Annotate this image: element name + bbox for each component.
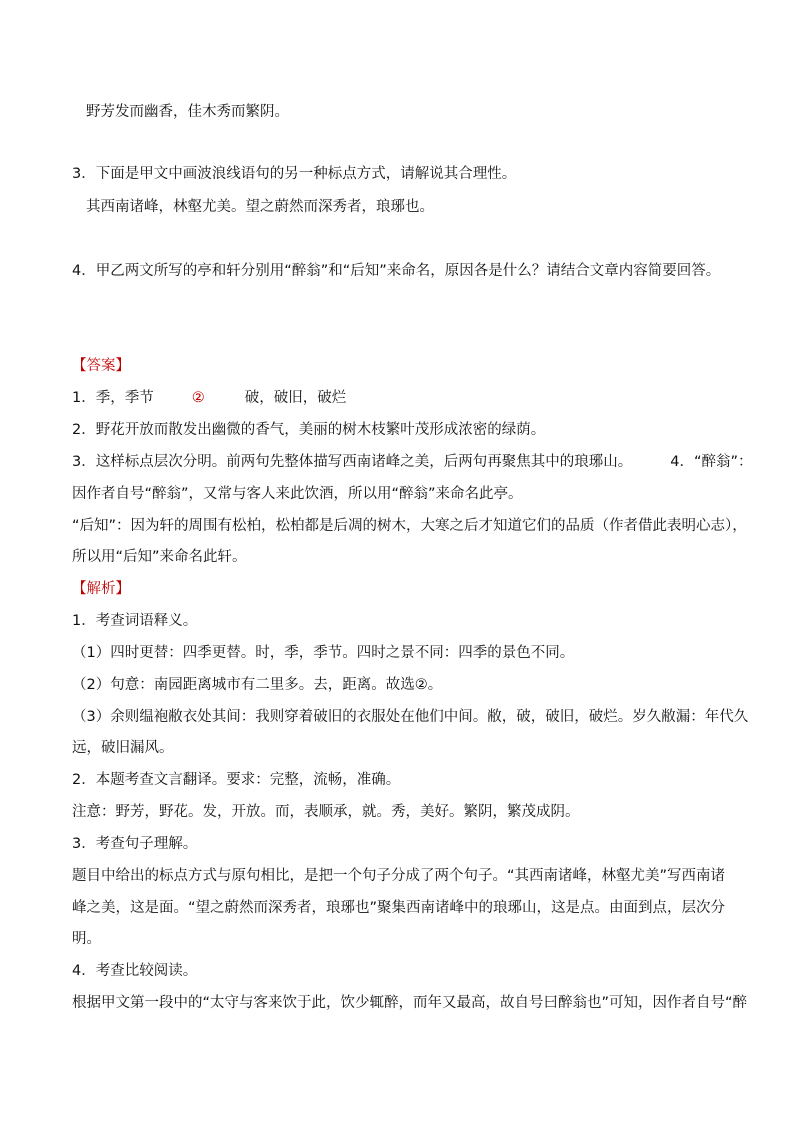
answer-1 <box>72 388 346 408</box>
answer-1-number: 1． <box>72 390 96 406</box>
question-3-number: 3． <box>72 166 96 182</box>
analysis-line: 3．考查句子理解。 <box>72 836 198 852</box>
question-4 <box>72 261 720 281</box>
analysis-line: 1．考查词语释义。 <box>72 613 198 629</box>
answer-4-head: 4．“醉翁”： <box>670 454 753 470</box>
question-3-text: 下面是甲文中画波浪线语句的另一种标点方式，请解说其合理性。 <box>95 166 517 182</box>
answer-heading: 【答案】 <box>72 358 130 374</box>
answer-2: 2．野花开放而散发出幽微的香气，美丽的树木枝繁叶茂形成浓密的绿荫。 <box>72 422 546 438</box>
analysis-line: 2．本题考查文言翻译。要求：完整，流畅，准确。 <box>72 772 401 788</box>
analysis-heading: 【解析】 <box>72 581 130 597</box>
analysis-line: 题目中给出的标点方式与原句相比，是把一个句子分成了两个句子。“其西南诸峰，林壑尤美”写西南诸 <box>72 868 726 884</box>
answer-3: 3．这样标点层次分明。前两句先整体描写西南诸峰之美，后两句再聚焦其中的琅琊山。 <box>72 454 633 470</box>
analysis-line: 4．考查比较阅读。 <box>72 963 198 979</box>
question-4-number: 4． <box>72 263 96 279</box>
analysis-line: （1）四时更替：四季更替。时，季，季节。四时之景不同：四季的景色不同。 <box>72 645 575 661</box>
answer-1-part1: 季，季节 <box>95 390 154 406</box>
answer-4-line2: 因作者自号“醉翁”，又常与客人来此饮酒，所以用“醉翁”来命名此亭。 <box>72 486 523 502</box>
answer-1-part3: 破，破旧，破烂 <box>244 390 347 406</box>
analysis-line: 明。 <box>72 931 101 947</box>
analysis-line: （3）余则缊袍敝衣处其间：我则穿着破旧的衣服处在他们中间。敝，破，破旧，破烂。岁久敝漏：年代久 <box>72 709 749 725</box>
question-3-quote: 其西南诸峰，林壑尤美。望之蔚然而深秀者，琅琊也。 <box>86 199 434 215</box>
analysis-line: 峰之美，这是面。“望之蔚然而深秀者，琅琊也”聚集西南诸峰中的琅琊山，这是点。由面到点，层次分 <box>72 900 726 916</box>
analysis-line: 注意：野芳，野花。发，开放。而，表顺承，就。秀，美好。繁阴，繁茂成阴。 <box>72 804 580 820</box>
question-3 <box>72 164 516 184</box>
question-4-text: 甲乙两文所写的亭和轩分别用“醉翁”和“后知”来命名，原因各是什么？请结合文章内容简要回答。 <box>95 263 721 279</box>
answer-4-line4: 所以用“后知”来命名此轩。 <box>72 549 247 565</box>
analysis-line: 远，破旧漏风。 <box>72 740 174 756</box>
analysis-line: 根据甲文第一段中的“太守与客来饮于此，饮少辄醉，而年又最高，故自号曰醉翁也”可知，因作者自号“醉 <box>72 995 748 1011</box>
answer-3-4 <box>72 452 752 472</box>
analysis-line: （2）句意：南园距离城市有二里多。去，距离。故选②。 <box>72 677 443 693</box>
q2-sentence: 野芳发而幽香，佳木秀而繁阴。 <box>86 104 289 120</box>
answer-4-line3: “后知”：因为轩的周围有松柏，松柏都是后凋的树木，大寒之后才知道它们的品质（作者借此表明心志）， <box>72 518 747 534</box>
answer-1-part2: ② <box>191 390 205 406</box>
